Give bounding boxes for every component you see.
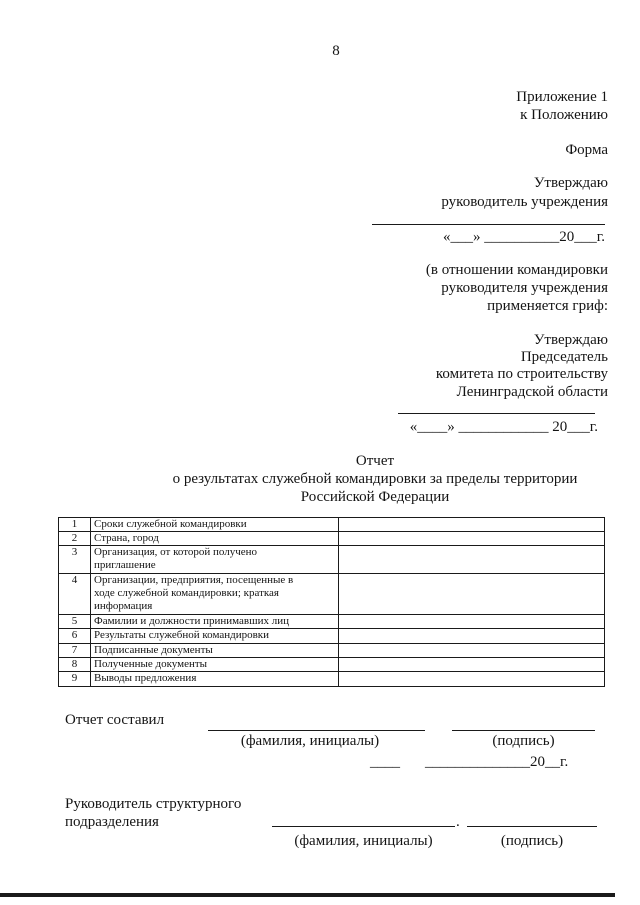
approval-chairman-line: Утверждаю [533,332,608,348]
row-number: 2 [59,532,91,546]
row-label-text: ходе служебной командировки; краткая [94,587,279,599]
row-number: 8 [59,658,91,672]
author-label: Отчет составил [65,712,165,728]
head-name-line [272,826,455,827]
approval-head-date: «___» __________20___г. [443,229,605,245]
report-table [58,517,605,687]
approval-chairman-line: Председатель [520,349,608,365]
row-number: 1 [59,518,91,532]
row-label [91,658,339,672]
row-label-text: Подписанные документы [94,644,213,656]
row-number: 7 [59,644,91,658]
appendix-title: Приложение 1 [516,89,608,105]
head-separator: . [456,814,460,830]
row-label-text: информация [94,600,153,612]
author-name-line [208,730,425,731]
approval-note-line: руководителя учреждения [441,280,608,296]
table-row [59,672,605,687]
row-label [91,615,339,629]
approval-head-signature-line [372,224,605,225]
row-label [91,629,339,644]
table-row [59,546,605,574]
approval-chairman-line: Ленинградской области [456,384,608,400]
head-name-caption: (фамилия, инициалы) [294,833,433,849]
row-number: 3 [59,546,91,574]
row-number: 4 [59,574,91,615]
row-label [91,546,339,574]
form-label: Форма [565,142,608,158]
row-value [339,644,605,658]
row-label [91,518,339,532]
row-label [91,644,339,658]
row-value [339,658,605,672]
row-label-text: Сроки служебной командировки [94,518,247,530]
head-label: Руководитель структурного [65,796,242,812]
table-row [59,615,605,629]
row-value [339,546,605,574]
row-label-text: Организация, от которой получено [94,546,258,558]
table-row [59,532,605,546]
report-subtitle: о результатах служебной командировки за пределы территории [172,471,578,487]
row-label [91,574,339,615]
report-subtitle: Российской Федерации [300,489,450,505]
table-row [59,644,605,658]
row-value [339,615,605,629]
approval-chairman-signature-line [398,413,595,414]
author-signature-line [452,730,595,731]
approval-note-line: (в отношении командировки [425,262,608,278]
author-date: ______________20__г. [425,754,569,770]
row-label-text: приглашение [94,559,156,571]
row-number: 5 [59,615,91,629]
row-value [339,574,605,615]
row-number: 6 [59,629,91,644]
approval-chairman-line: комитета по строительству [435,366,608,382]
row-value [339,629,605,644]
head-label: подразделения [65,814,159,830]
head-signature-line [467,826,597,827]
page-number: 8 [332,43,340,59]
approval-head-approve: Утверждаю [533,175,608,191]
row-label-text: Фамилии и должности принимавших лиц [94,615,289,627]
report-title: Отчет [355,453,395,469]
approval-head-position: руководитель учреждения [441,194,608,210]
approval-chairman-date: «____» ____________ 20___г. [409,419,598,435]
row-number: 9 [59,672,91,687]
row-value [339,672,605,687]
appendix-subtitle: к Положению [520,107,608,123]
author-date-day: ____ [370,754,400,770]
row-label-text: Страна, город [94,532,159,544]
approval-note-line: применяется гриф: [487,298,608,314]
scan-edge [0,893,615,897]
row-label-text: Полученные документы [94,658,208,670]
author-name-caption: (фамилия, инициалы) [240,733,380,749]
row-label-text: Организации, предприятия, посещенные в [94,574,294,586]
row-label [91,672,339,687]
row-label-text: Выводы предложения [94,672,197,684]
table-row [59,658,605,672]
row-label [91,532,339,546]
head-signature-caption: (подпись) [500,833,564,849]
author-signature-caption: (подпись) [492,733,555,749]
row-label-text: Результаты служебной командировки [94,629,270,641]
table-row [59,518,605,532]
row-value [339,518,605,532]
table-row [59,574,605,615]
row-value [339,532,605,546]
table-row [59,629,605,644]
